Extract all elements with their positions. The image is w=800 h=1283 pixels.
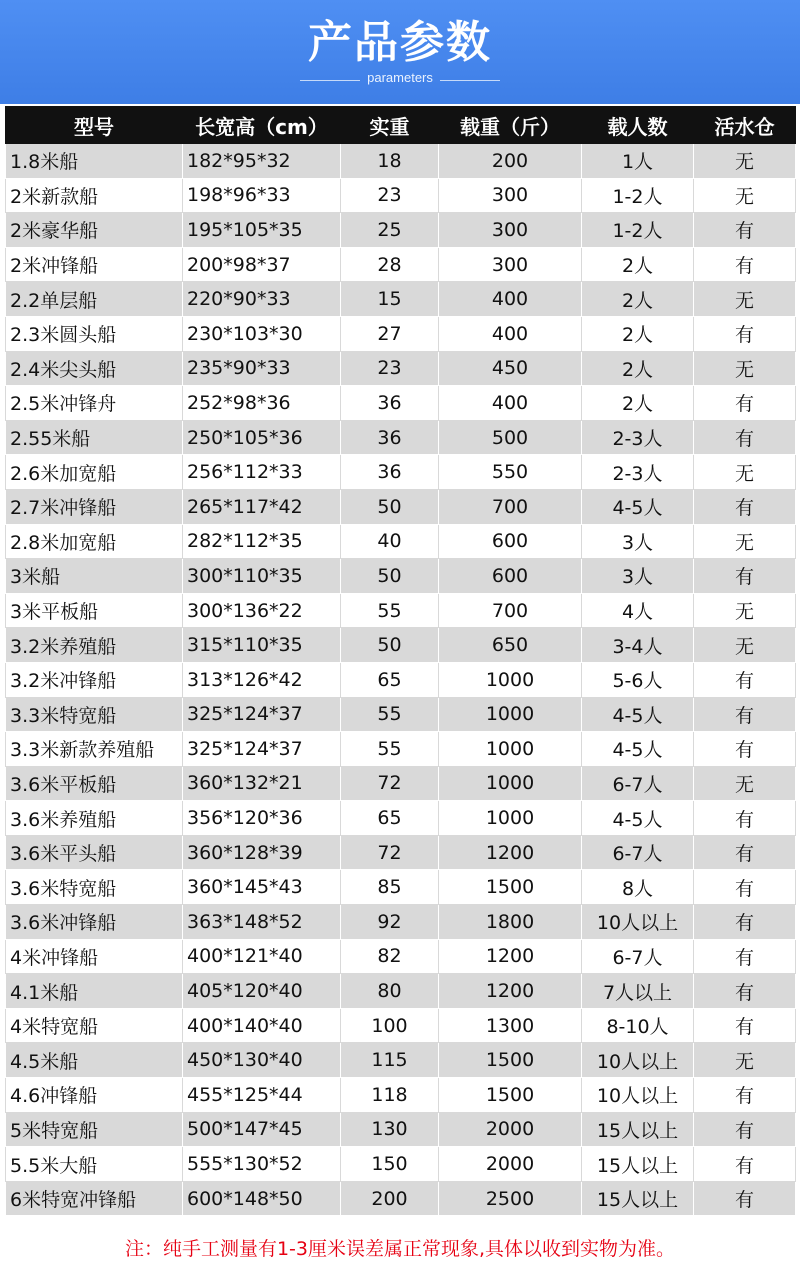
- cell-model: 4.5米船: [6, 1043, 183, 1078]
- cell-capacity: 4-5人: [582, 732, 694, 767]
- table-row: [6, 1181, 796, 1216]
- table-row: [6, 870, 796, 905]
- cell-live-well: 有: [694, 489, 796, 524]
- cell-live-well: 无: [694, 178, 796, 213]
- cell-capacity: 2人: [582, 316, 694, 351]
- cell-load: 450: [439, 351, 582, 386]
- cell-load: 1200: [439, 939, 582, 974]
- cell-weight: 55: [341, 593, 439, 628]
- cell-dimensions: 455*125*44: [183, 1078, 341, 1113]
- cell-dimensions: 360*128*39: [183, 835, 341, 870]
- cell-weight: 65: [341, 662, 439, 697]
- cell-dimensions: 300*110*35: [183, 559, 341, 594]
- cell-capacity: 1-2人: [582, 178, 694, 213]
- cell-dimensions: 220*90*33: [183, 282, 341, 317]
- cell-capacity: 2-3人: [582, 455, 694, 490]
- cell-dimensions: 405*120*40: [183, 974, 341, 1009]
- cell-capacity: 6-7人: [582, 766, 694, 801]
- cell-live-well: 无: [694, 593, 796, 628]
- cell-model: 3.6米养殖船: [6, 801, 183, 836]
- cell-load: 400: [439, 282, 582, 317]
- cell-load: 700: [439, 489, 582, 524]
- cell-weight: 92: [341, 905, 439, 940]
- cell-load: 2000: [439, 1147, 582, 1182]
- cell-dimensions: 300*136*22: [183, 593, 341, 628]
- cell-weight: 55: [341, 732, 439, 767]
- table-row: [6, 732, 796, 767]
- cell-model: 1.8米船: [6, 144, 183, 179]
- table-row: [6, 144, 796, 179]
- cell-load: 1800: [439, 905, 582, 940]
- cell-live-well: 有: [694, 1008, 796, 1043]
- spec-table-container: [5, 106, 795, 1216]
- cell-dimensions: 313*126*42: [183, 662, 341, 697]
- cell-model: 3米船: [6, 559, 183, 594]
- cell-weight: 100: [341, 1008, 439, 1043]
- cell-live-well: 无: [694, 766, 796, 801]
- cell-dimensions: 315*110*35: [183, 628, 341, 663]
- cell-load: 300: [439, 213, 582, 248]
- table-row: [6, 524, 796, 559]
- table-row: [6, 178, 796, 213]
- banner-subtitle: parameters: [367, 70, 433, 85]
- cell-dimensions: 265*117*42: [183, 489, 341, 524]
- cell-live-well: 有: [694, 1112, 796, 1147]
- cell-live-well: 有: [694, 386, 796, 421]
- cell-weight: 15: [341, 282, 439, 317]
- cell-model: 5米特宽船: [6, 1112, 183, 1147]
- cell-live-well: 无: [694, 282, 796, 317]
- cell-live-well: 无: [694, 351, 796, 386]
- table-row: [6, 974, 796, 1009]
- cell-dimensions: 235*90*33: [183, 351, 341, 386]
- cell-dimensions: 325*124*37: [183, 732, 341, 767]
- table-row: [6, 628, 796, 663]
- cell-capacity: 4-5人: [582, 697, 694, 732]
- cell-capacity: 1-2人: [582, 213, 694, 248]
- cell-live-well: 无: [694, 144, 796, 179]
- cell-load: 1000: [439, 732, 582, 767]
- cell-capacity: 8人: [582, 870, 694, 905]
- cell-dimensions: 200*98*37: [183, 247, 341, 282]
- cell-model: 2.8米加宽船: [6, 524, 183, 559]
- cell-live-well: 有: [694, 905, 796, 940]
- cell-model: 2.5米冲锋舟: [6, 386, 183, 421]
- table-row: [6, 697, 796, 732]
- cell-load: 500: [439, 420, 582, 455]
- cell-dimensions: 400*121*40: [183, 939, 341, 974]
- banner-title: 产品参数: [308, 17, 492, 68]
- cell-model: 2.6米加宽船: [6, 455, 183, 490]
- cell-weight: 118: [341, 1078, 439, 1113]
- header-weight: 实重: [341, 107, 439, 144]
- cell-load: 1500: [439, 870, 582, 905]
- cell-load: 1300: [439, 1008, 582, 1043]
- cell-capacity: 6-7人: [582, 939, 694, 974]
- cell-capacity: 6-7人: [582, 835, 694, 870]
- cell-live-well: 有: [694, 974, 796, 1009]
- cell-weight: 28: [341, 247, 439, 282]
- cell-capacity: 1人: [582, 144, 694, 179]
- table-row: [6, 1147, 796, 1182]
- cell-model: 3.6米特宽船: [6, 870, 183, 905]
- cell-dimensions: 450*130*40: [183, 1043, 341, 1078]
- cell-model: 3.6米平头船: [6, 835, 183, 870]
- cell-model: 4.1米船: [6, 974, 183, 1009]
- table-row: [6, 559, 796, 594]
- table-row: [6, 905, 796, 940]
- cell-dimensions: 198*96*33: [183, 178, 341, 213]
- cell-live-well: 有: [694, 1181, 796, 1216]
- header-model: 型号: [6, 107, 183, 144]
- cell-live-well: 有: [694, 801, 796, 836]
- cell-load: 400: [439, 386, 582, 421]
- cell-capacity: 3人: [582, 524, 694, 559]
- cell-model: 2.4米尖头船: [6, 351, 183, 386]
- cell-load: 600: [439, 559, 582, 594]
- cell-live-well: 有: [694, 559, 796, 594]
- cell-dimensions: 363*148*52: [183, 905, 341, 940]
- table-row: [6, 801, 796, 836]
- cell-capacity: 2人: [582, 282, 694, 317]
- table-row: [6, 489, 796, 524]
- cell-weight: 200: [341, 1181, 439, 1216]
- cell-capacity: 4-5人: [582, 801, 694, 836]
- cell-model: 6米特宽冲锋船: [6, 1181, 183, 1216]
- cell-live-well: 有: [694, 835, 796, 870]
- cell-load: 700: [439, 593, 582, 628]
- cell-model: 4.6冲锋船: [6, 1078, 183, 1113]
- cell-dimensions: 400*140*40: [183, 1008, 341, 1043]
- table-row: [6, 1008, 796, 1043]
- cell-weight: 27: [341, 316, 439, 351]
- cell-load: 200: [439, 144, 582, 179]
- cell-dimensions: 600*148*50: [183, 1181, 341, 1216]
- cell-weight: 50: [341, 489, 439, 524]
- table-row: [6, 351, 796, 386]
- cell-capacity: 8-10人: [582, 1008, 694, 1043]
- cell-weight: 25: [341, 213, 439, 248]
- cell-weight: 80: [341, 974, 439, 1009]
- cell-load: 550: [439, 455, 582, 490]
- table-row: [6, 386, 796, 421]
- title-banner: [0, 0, 800, 104]
- table-header-row: [6, 107, 796, 144]
- cell-load: 400: [439, 316, 582, 351]
- table-row: [6, 282, 796, 317]
- cell-weight: 36: [341, 420, 439, 455]
- cell-capacity: 2人: [582, 386, 694, 421]
- cell-load: 1200: [439, 974, 582, 1009]
- table-row: [6, 593, 796, 628]
- table-row: [6, 213, 796, 248]
- table-row: [6, 939, 796, 974]
- cell-capacity: 10人以上: [582, 1043, 694, 1078]
- cell-model: 2.55米船: [6, 420, 183, 455]
- table-body: [6, 144, 796, 1216]
- cell-capacity: 10人以上: [582, 905, 694, 940]
- cell-dimensions: 356*120*36: [183, 801, 341, 836]
- cell-live-well: 有: [694, 662, 796, 697]
- cell-weight: 23: [341, 351, 439, 386]
- cell-model: 3.6米平板船: [6, 766, 183, 801]
- table-row: [6, 835, 796, 870]
- cell-weight: 36: [341, 455, 439, 490]
- header-dimensions: 长宽高（cm）: [183, 107, 341, 144]
- cell-load: 1000: [439, 766, 582, 801]
- cell-capacity: 2人: [582, 351, 694, 386]
- cell-live-well: 无: [694, 628, 796, 663]
- cell-weight: 85: [341, 870, 439, 905]
- cell-capacity: 3-4人: [582, 628, 694, 663]
- cell-capacity: 4-5人: [582, 489, 694, 524]
- table-row: [6, 1078, 796, 1113]
- cell-weight: 82: [341, 939, 439, 974]
- cell-model: 2米冲锋船: [6, 247, 183, 282]
- cell-live-well: 有: [694, 1078, 796, 1113]
- table-row: [6, 455, 796, 490]
- table-row: [6, 662, 796, 697]
- cell-weight: 115: [341, 1043, 439, 1078]
- header-capacity: 载人数: [582, 107, 694, 144]
- cell-model: 3.3米新款养殖船: [6, 732, 183, 767]
- cell-dimensions: 325*124*37: [183, 697, 341, 732]
- cell-weight: 65: [341, 801, 439, 836]
- cell-weight: 72: [341, 766, 439, 801]
- cell-load: 1000: [439, 662, 582, 697]
- cell-live-well: 有: [694, 213, 796, 248]
- cell-live-well: 有: [694, 732, 796, 767]
- cell-load: 1500: [439, 1078, 582, 1113]
- cell-model: 3.3米特宽船: [6, 697, 183, 732]
- cell-live-well: 有: [694, 939, 796, 974]
- cell-model: 4米特宽船: [6, 1008, 183, 1043]
- table-row: [6, 316, 796, 351]
- cell-model: 2米新款船: [6, 178, 183, 213]
- cell-live-well: 有: [694, 247, 796, 282]
- footnote: 注：纯手工测量有1-3厘米误差属正常现象,具体以收到实物为准。: [124, 1238, 676, 1260]
- cell-weight: 50: [341, 628, 439, 663]
- cell-dimensions: 360*145*43: [183, 870, 341, 905]
- cell-dimensions: 256*112*33: [183, 455, 341, 490]
- cell-live-well: 无: [694, 455, 796, 490]
- cell-capacity: 2人: [582, 247, 694, 282]
- cell-model: 3.2米冲锋船: [6, 662, 183, 697]
- cell-model: 3.2米养殖船: [6, 628, 183, 663]
- cell-load: 2000: [439, 1112, 582, 1147]
- cell-capacity: 15人以上: [582, 1112, 694, 1147]
- cell-weight: 50: [341, 559, 439, 594]
- cell-weight: 130: [341, 1112, 439, 1147]
- cell-weight: 23: [341, 178, 439, 213]
- cell-weight: 55: [341, 697, 439, 732]
- cell-capacity: 15人以上: [582, 1181, 694, 1216]
- cell-model: 2.7米冲锋船: [6, 489, 183, 524]
- cell-load: 1000: [439, 697, 582, 732]
- cell-load: 1000: [439, 801, 582, 836]
- table-row: [6, 1043, 796, 1078]
- cell-capacity: 4人: [582, 593, 694, 628]
- table-row: [6, 247, 796, 282]
- cell-dimensions: 252*98*36: [183, 386, 341, 421]
- cell-capacity: 5-6人: [582, 662, 694, 697]
- cell-weight: 40: [341, 524, 439, 559]
- table-row: [6, 766, 796, 801]
- cell-load: 1500: [439, 1043, 582, 1078]
- cell-weight: 18: [341, 144, 439, 179]
- cell-dimensions: 555*130*52: [183, 1147, 341, 1182]
- cell-load: 650: [439, 628, 582, 663]
- cell-capacity: 15人以上: [582, 1147, 694, 1182]
- cell-dimensions: 250*105*36: [183, 420, 341, 455]
- spec-table: [5, 106, 796, 1216]
- cell-live-well: 有: [694, 1147, 796, 1182]
- cell-model: 3.6米冲锋船: [6, 905, 183, 940]
- cell-dimensions: 282*112*35: [183, 524, 341, 559]
- cell-load: 600: [439, 524, 582, 559]
- cell-dimensions: 182*95*32: [183, 144, 341, 179]
- table-row: [6, 420, 796, 455]
- cell-weight: 72: [341, 835, 439, 870]
- cell-load: 2500: [439, 1181, 582, 1216]
- cell-model: 4米冲锋船: [6, 939, 183, 974]
- cell-capacity: 10人以上: [582, 1078, 694, 1113]
- table-row: [6, 1112, 796, 1147]
- header-live-well: 活水仓: [694, 107, 796, 144]
- cell-dimensions: 230*103*30: [183, 316, 341, 351]
- cell-live-well: 有: [694, 420, 796, 455]
- cell-model: 5.5米大船: [6, 1147, 183, 1182]
- cell-load: 1200: [439, 835, 582, 870]
- cell-model: 3米平板船: [6, 593, 183, 628]
- cell-dimensions: 195*105*35: [183, 213, 341, 248]
- cell-dimensions: 500*147*45: [183, 1112, 341, 1147]
- cell-load: 300: [439, 247, 582, 282]
- cell-model: 2.3米圆头船: [6, 316, 183, 351]
- cell-capacity: 7人以上: [582, 974, 694, 1009]
- cell-live-well: 有: [694, 870, 796, 905]
- cell-capacity: 2-3人: [582, 420, 694, 455]
- cell-live-well: 无: [694, 1043, 796, 1078]
- cell-weight: 36: [341, 386, 439, 421]
- header-load: 载重（斤）: [439, 107, 582, 144]
- cell-dimensions: 360*132*21: [183, 766, 341, 801]
- cell-model: 2.2单层船: [6, 282, 183, 317]
- cell-load: 300: [439, 178, 582, 213]
- cell-live-well: 有: [694, 316, 796, 351]
- cell-model: 2米豪华船: [6, 213, 183, 248]
- cell-capacity: 3人: [582, 559, 694, 594]
- cell-live-well: 无: [694, 524, 796, 559]
- cell-live-well: 有: [694, 697, 796, 732]
- cell-weight: 150: [341, 1147, 439, 1182]
